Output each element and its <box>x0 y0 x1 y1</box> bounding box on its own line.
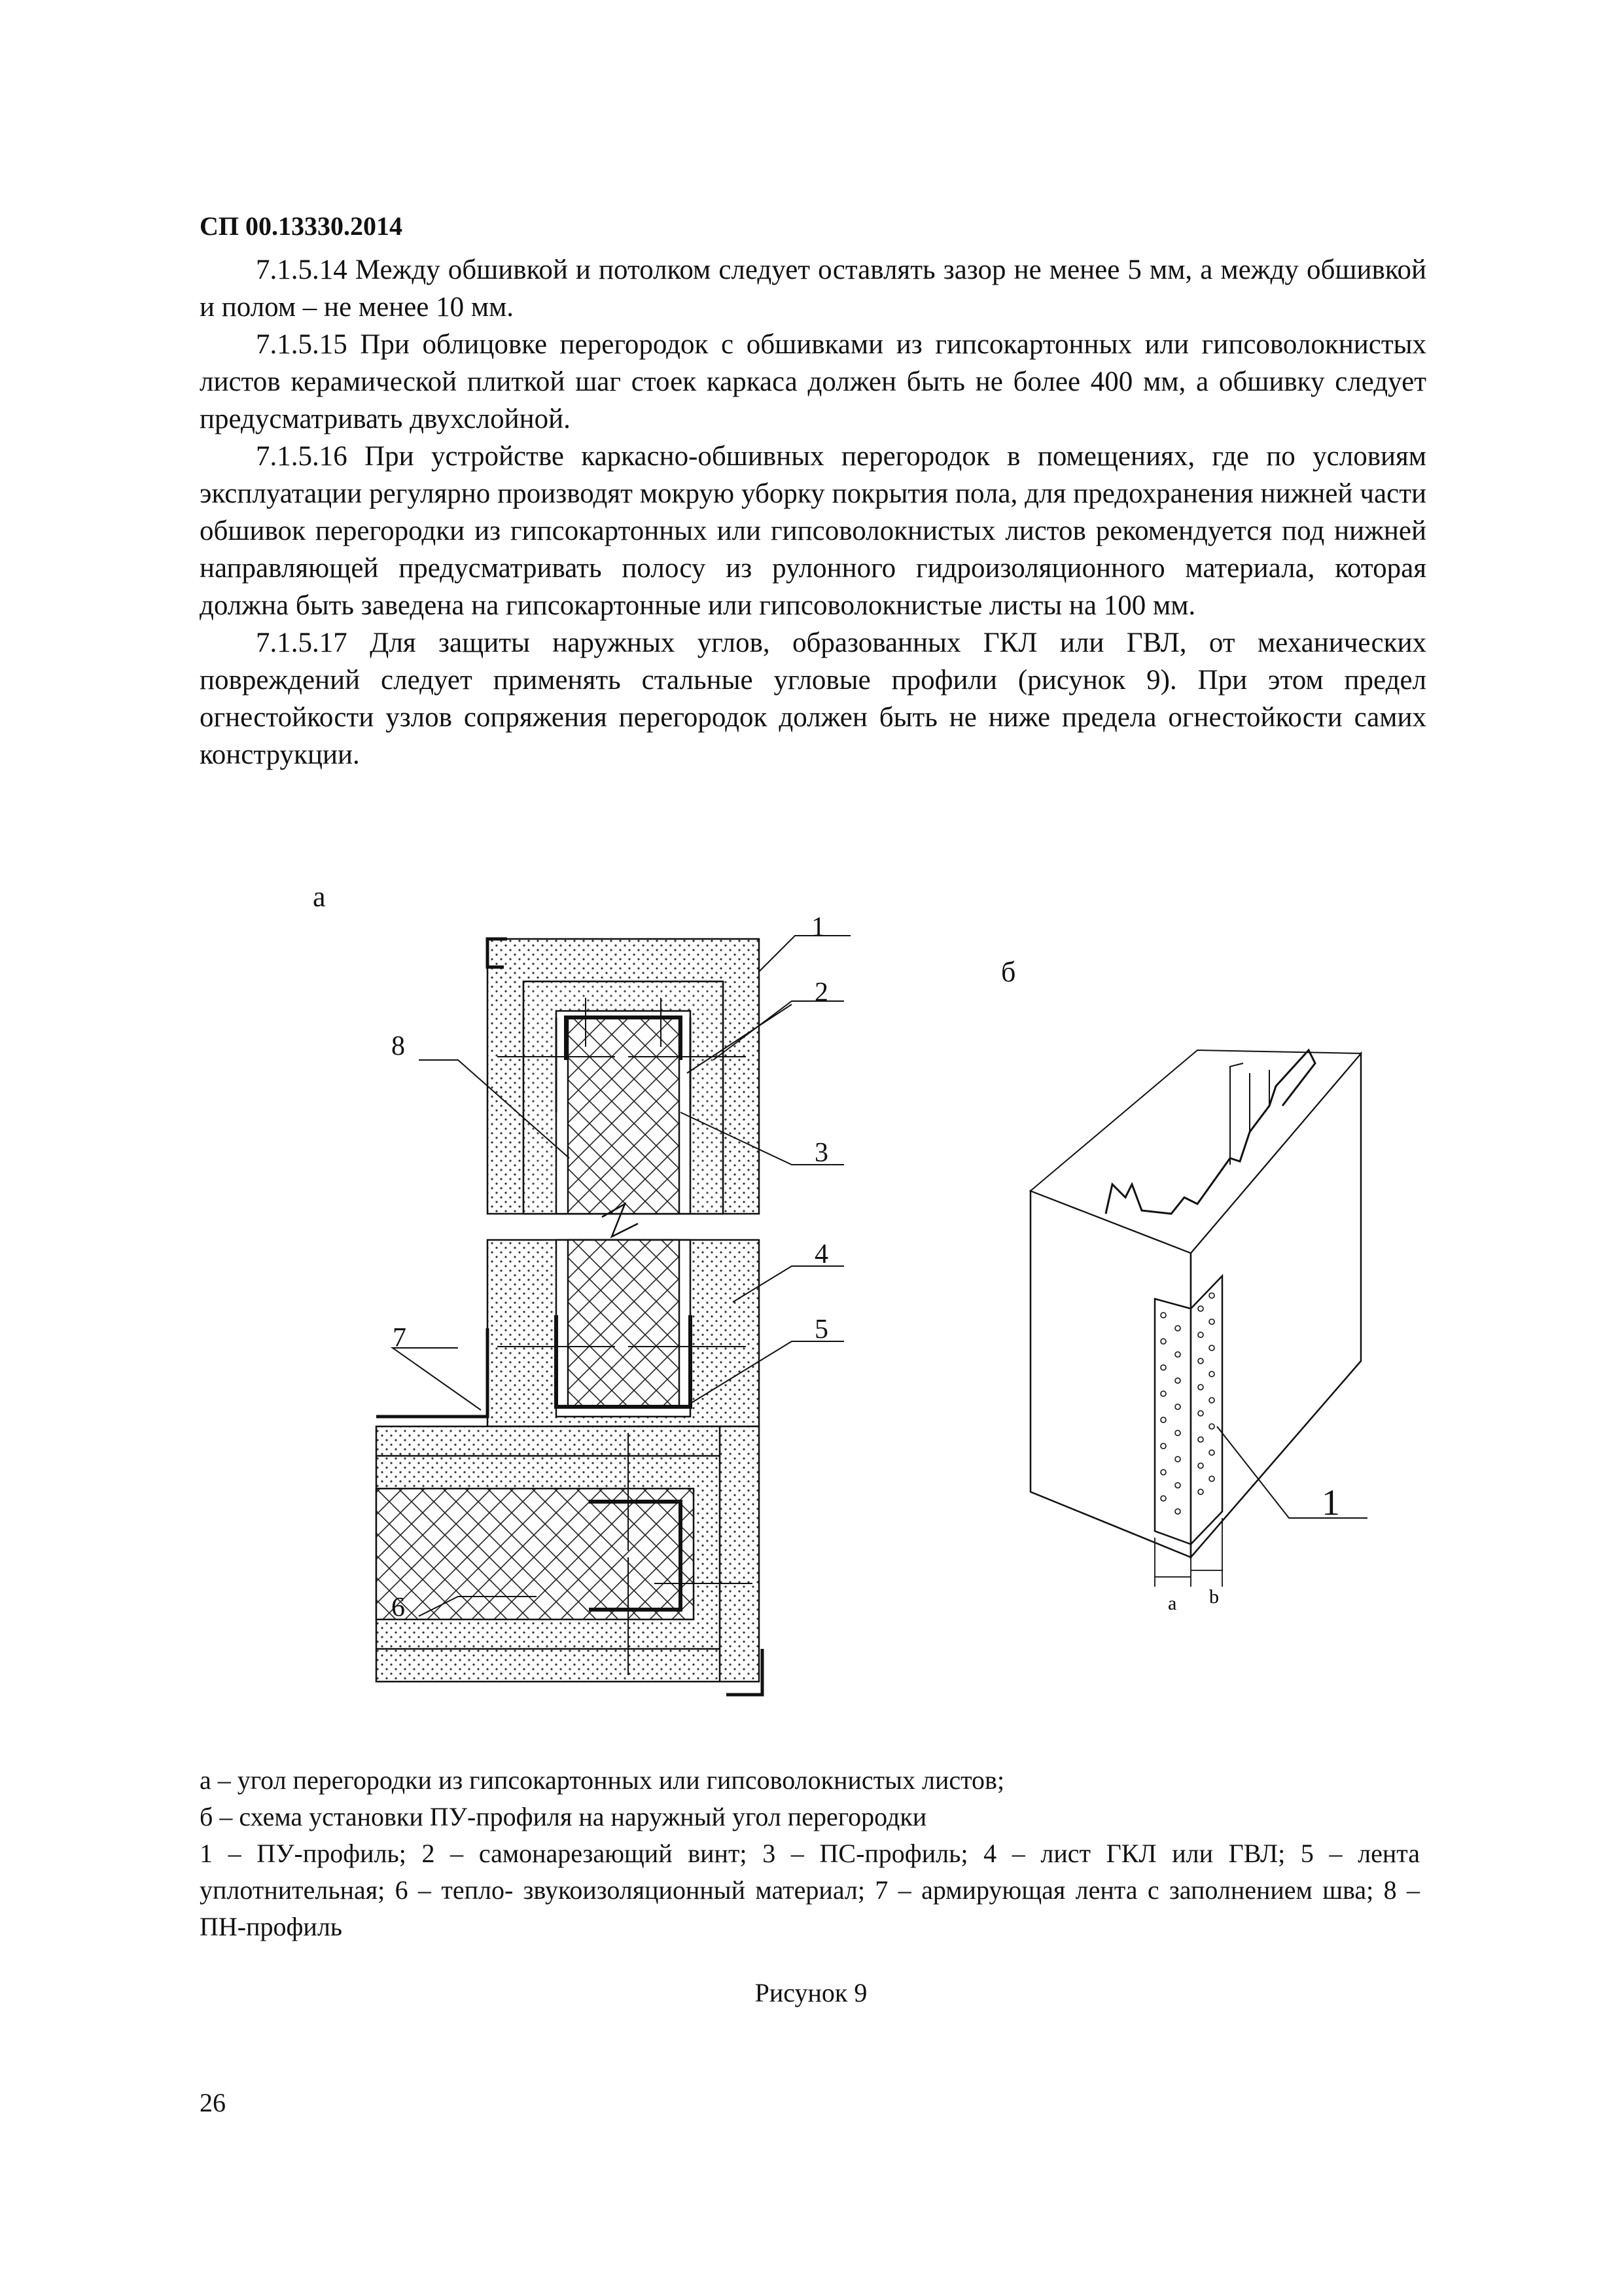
callout-8: 8 <box>391 1031 405 1061</box>
figure-b-pu-profile-installation <box>1008 1027 1394 1642</box>
callout-4: 4 <box>815 1239 828 1269</box>
figure-label-b: б <box>1001 956 1016 988</box>
legend-items: 1 – ПУ-профиль; 2 – самонарезающий винт; 3 – ПС-профиль; 4 – лист ГКЛ или ГВЛ; 5 – лента уплотнительная; 6 – тепло- звукоизоляционный материал; 7 – армирующая лента с заполнением шва; 8 – ПН-профиль <box>200 1839 1420 1941</box>
callout-1: 1 <box>811 912 825 942</box>
figure-caption: Рисунок 9 <box>754 1978 868 2007</box>
paragraph-7-1-5-15: 7.1.5.15 При облицовке перегородок с обшивками из гипсокартонных или гипсоволокнистых листов керамической плиткой шаг стоек каркаса должен быть не более 400 мм, а обшивку следует предусматривать двухслойной. <box>200 329 1426 434</box>
legend-b: б – схема установки ПУ-профиля на наружный угол перегородки <box>200 1802 927 1831</box>
body-text <box>200 251 1426 773</box>
callout-2: 2 <box>815 978 828 1008</box>
paragraph-7-1-5-17: 7.1.5.17 Для защиты наружных углов, образованных ГКЛ или ГВЛ, от механических повреждений следует применять стальные угловые профили (рисунок 9). При этом предел огнестойкости узлов сопряжения перегородок должен быть не ниже предела огнестойкости самих конструкции. <box>200 627 1426 770</box>
callout-3: 3 <box>815 1138 828 1168</box>
callout-7: 7 <box>393 1323 406 1353</box>
pu-corner-profile <box>1155 1299 1191 1544</box>
figure-a-partition-corner <box>353 903 942 1708</box>
paragraph-7-1-5-14: 7.1.5.14 Между обшивкой и потолком следует оставлять зазор не менее 5 мм, а между обшивкой и полом – не менее 10 мм. <box>200 255 1426 323</box>
paragraph-7-1-5-16: 7.1.5.16 При устройстве каркасно-обшивных перегородок в помещениях, где по условиям эксплуатации регулярно производят мокрую уборку покрытия пола, для предохранения нижней части обшивок перегородки из гипсокартонных или гипсоволокнистых листов рекомендуется под нижней направляющей предусматривать полосу из рулонного гидроизоляционного материала, которая должна быть заведена на гипсокартонные или гипсоволокнистые листы на 100 мм. <box>200 441 1426 621</box>
figure-label-a: а <box>313 881 326 913</box>
callout-b-1: 1 <box>1322 1483 1340 1523</box>
page-number: 26 <box>200 2088 226 2117</box>
dim-b: b <box>1209 1586 1219 1608</box>
legend-a: а – угол перегородки из гипсокартонных или гипсоволокнистых листов; <box>200 1765 1005 1795</box>
callout-5: 5 <box>815 1315 828 1345</box>
upper-partition <box>487 939 759 1214</box>
dim-a: a <box>1168 1593 1177 1614</box>
document-code: СП 00.13330.2014 <box>200 211 402 241</box>
callout-6: 6 <box>391 1593 405 1623</box>
figure-legend <box>200 1762 1420 1945</box>
